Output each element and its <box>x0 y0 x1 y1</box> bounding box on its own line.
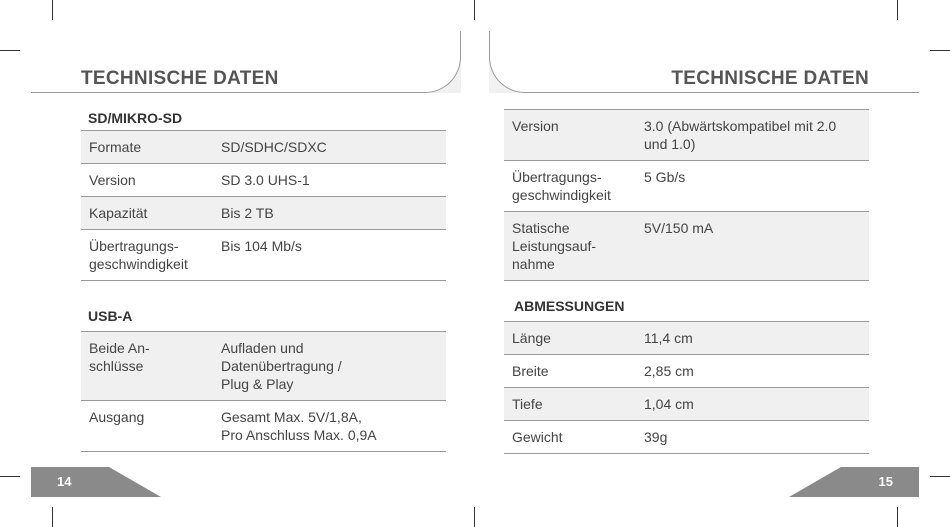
crop-mark <box>52 507 53 527</box>
spec-value-line: Bis 2 TB <box>221 205 274 221</box>
spec-label-line: Beide An- <box>89 340 150 356</box>
table-usb-a <box>81 331 446 452</box>
spec-label <box>81 332 213 401</box>
spec-label-line: Übertragungs- <box>89 238 179 254</box>
spec-label <box>504 421 636 454</box>
crop-mark <box>474 0 475 20</box>
spec-label <box>81 401 213 452</box>
spec-value-line: 5 Gb/s <box>644 169 686 185</box>
spec-value <box>213 401 446 452</box>
table-row <box>504 161 869 212</box>
spec-value-line: 39g <box>644 429 668 445</box>
spec-label-line: nahme <box>512 256 555 272</box>
crop-mark <box>0 50 20 51</box>
spec-value-line: 1,04 cm <box>644 396 694 412</box>
spec-label <box>504 212 636 281</box>
spec-label-line: Version <box>512 118 559 134</box>
crop-mark <box>897 0 898 20</box>
table-row <box>81 401 446 452</box>
table-usb-c <box>504 109 869 281</box>
spec-label-line: geschwindigkeit <box>89 256 188 272</box>
spec-label-line: Leistungsauf- <box>512 238 597 254</box>
page-number-left: 14 <box>57 474 72 489</box>
spec-value <box>213 197 446 230</box>
spec-label-line: Formate <box>89 139 142 155</box>
crop-mark <box>0 476 20 477</box>
table-abmessungen <box>504 321 869 454</box>
table-row <box>81 164 446 197</box>
crop-mark <box>52 0 53 20</box>
spec-value-line: und 1.0) <box>644 136 696 152</box>
crop-mark <box>897 507 898 527</box>
spec-value-line: 11,4 cm <box>644 330 693 346</box>
right-page <box>489 31 919 497</box>
table-row <box>81 332 446 401</box>
spec-value <box>213 230 446 281</box>
section-heading-usb-a: USB-A <box>88 308 133 324</box>
spec-value <box>213 131 446 164</box>
table-row <box>81 230 446 281</box>
crop-mark <box>474 507 475 527</box>
spec-value <box>636 355 869 388</box>
table-row <box>504 355 869 388</box>
spec-value <box>213 164 446 197</box>
spec-label <box>81 197 213 230</box>
spec-label-line: geschwindigkeit <box>512 187 611 203</box>
table-row <box>81 197 446 230</box>
table-sd <box>81 130 446 281</box>
table-row <box>504 110 869 161</box>
table-row <box>504 322 869 355</box>
spec-label <box>504 110 636 161</box>
spec-label <box>81 131 213 164</box>
spec-value-line: Datenübertragung / <box>221 358 342 374</box>
section-heading-sd: SD/MIKRO-SD <box>88 110 183 126</box>
spec-label-line: Kapazität <box>89 205 148 221</box>
spec-value-line: 2,85 cm <box>644 363 694 379</box>
spec-label <box>81 230 213 281</box>
spec-label-line: Übertragungs- <box>512 169 602 185</box>
table-row <box>81 131 446 164</box>
page-number-right: 15 <box>878 474 893 489</box>
left-page <box>31 31 461 497</box>
spec-value <box>636 212 869 281</box>
spec-label-line: Länge <box>512 330 551 346</box>
section-heading-abmessungen: ABMESSUNGEN <box>514 298 625 314</box>
spec-label <box>504 322 636 355</box>
spec-label-line: Tiefe <box>512 396 543 412</box>
spec-value-line: Bis 104 Mb/s <box>221 238 302 254</box>
spec-label <box>504 388 636 421</box>
spec-value-line: 5V/150 mA <box>644 220 714 236</box>
spec-value-line: SD/SDHC/SDXC <box>221 139 327 155</box>
spec-label-line: Breite <box>512 363 549 379</box>
crop-mark <box>930 476 950 477</box>
table-row <box>504 388 869 421</box>
spec-value-line: 3.0 (Abwärtskompatibel mit 2.0 <box>644 118 837 134</box>
spec-value-line: Plug & Play <box>221 376 294 392</box>
spec-value-line: Pro Anschluss Max. 0,9A <box>221 427 377 443</box>
table-row <box>504 212 869 281</box>
spec-value <box>636 322 869 355</box>
spec-label-line: Statische <box>512 220 570 236</box>
spec-value-line: Gesamt Max. 5V/1,8A, <box>221 409 362 425</box>
spec-value <box>636 388 869 421</box>
spec-label <box>504 161 636 212</box>
spec-label-line: Version <box>89 172 136 188</box>
spec-value-line: Aufladen und <box>221 340 304 356</box>
spec-value <box>636 110 869 161</box>
right-page-title: TECHNISCHE DATEN <box>671 68 869 89</box>
left-page-title: TECHNISCHE DATEN <box>81 68 279 89</box>
spec-label <box>504 355 636 388</box>
spec-label-line: schlüsse <box>89 358 144 374</box>
spec-value <box>636 421 869 454</box>
spec-value <box>213 332 446 401</box>
spec-label-line: Gewicht <box>512 429 563 445</box>
spec-value <box>636 161 869 212</box>
spec-value-line: SD 3.0 UHS-1 <box>221 172 310 188</box>
table-row <box>504 421 869 454</box>
spec-label-line: Ausgang <box>89 409 145 425</box>
spec-label <box>81 164 213 197</box>
crop-mark <box>930 50 950 51</box>
